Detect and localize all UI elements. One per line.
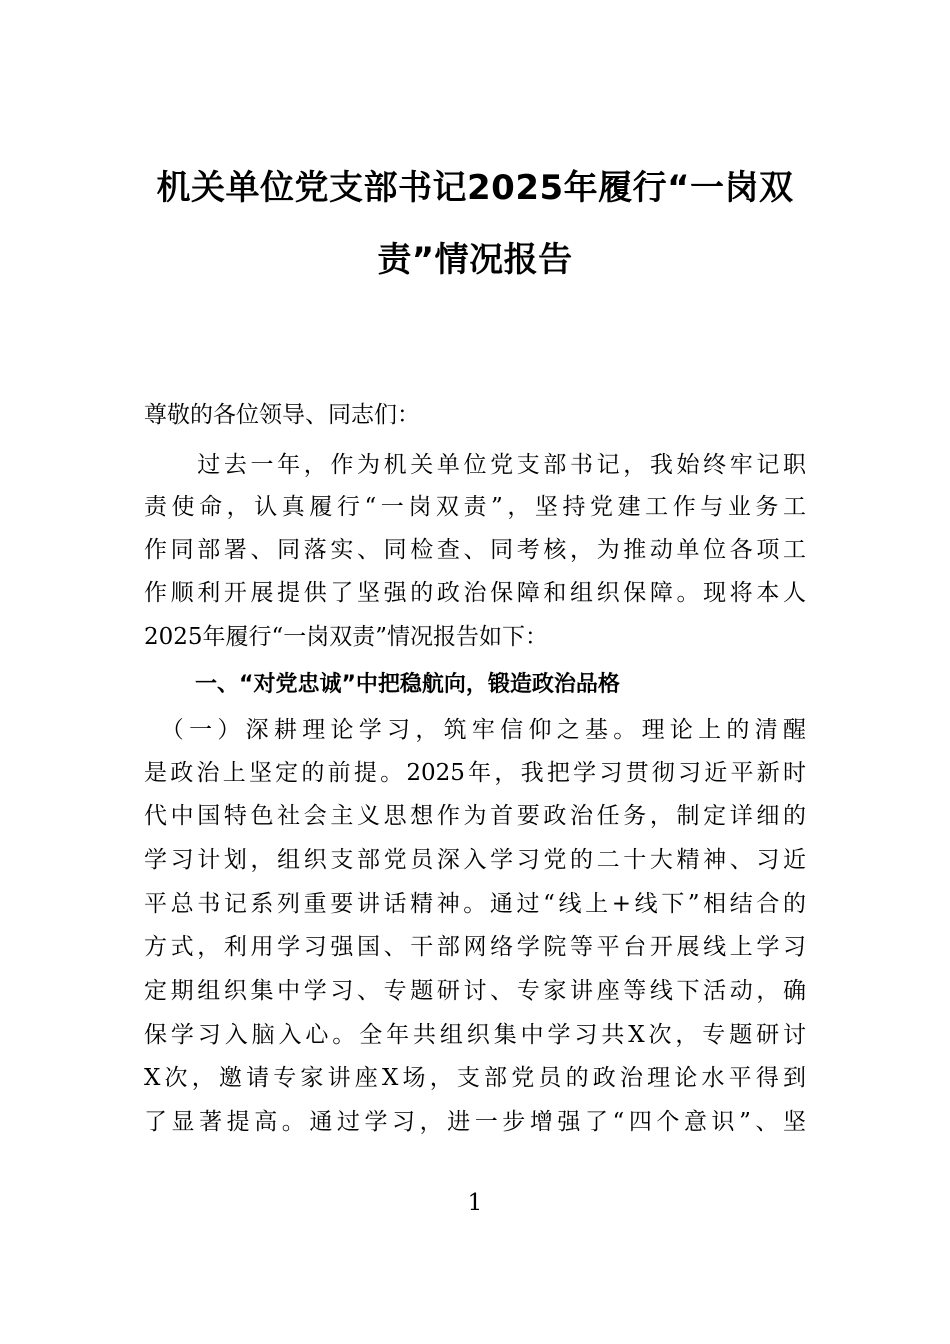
- intro-line: 过去一年，作为机关单位党支部书记，我始终牢记职: [144, 452, 806, 478]
- intro-line: 2025年履行“一岗双责”情况报告如下：: [144, 624, 549, 650]
- body-line: （一）深耕理论学习，筑牢信仰之基。理论上的清醒: [144, 717, 806, 743]
- body-line: 方式，利用学习强国、干部网络学院等平台开展线上学习: [144, 934, 806, 960]
- body-line: 平总书记系列重要讲话精神。通过“线上+线下”相结合的: [144, 891, 806, 917]
- salutation: 尊敬的各位领导、同志们：: [144, 402, 420, 428]
- body-line: X次，邀请专家讲座X场，支部党员的政治理论水平得到: [144, 1065, 806, 1091]
- body-line: 学习计划，组织支部党员深入学习党的二十大精神、习近: [144, 847, 806, 873]
- document-title-line-2: 责”情况报告: [377, 240, 573, 280]
- body-line: 定期组织集中学习、专题研讨、专家讲座等线下活动，确: [144, 978, 806, 1004]
- page-number: 1: [467, 1190, 483, 1216]
- body-line: 是政治上坚定的前提。2025年，我把学习贯彻习近平新时: [144, 760, 806, 786]
- body-line: 保学习入脑入心。全年共组织集中学习共X次，专题研讨: [144, 1022, 806, 1048]
- intro-line: 责使命，认真履行“一岗双责”，坚持党建工作与业务工: [144, 494, 806, 520]
- section-heading: 一、“对党忠诚”中把稳航向，锻造政治品格: [195, 672, 620, 697]
- body-line: 代中国特色社会主义思想作为首要政治任务，制定详细的: [144, 803, 806, 829]
- intro-line: 作同部署、同落实、同检查、同考核，为推动单位各项工: [144, 537, 806, 563]
- document-title-line-1: 机关单位党支部书记2025年履行“一岗双: [156, 168, 794, 208]
- intro-line: 作顺利开展提供了坚强的政治保障和组织保障。现将本人: [144, 580, 806, 606]
- body-line: 了显著提高。通过学习，进一步增强了“四个意识”、坚: [144, 1109, 806, 1135]
